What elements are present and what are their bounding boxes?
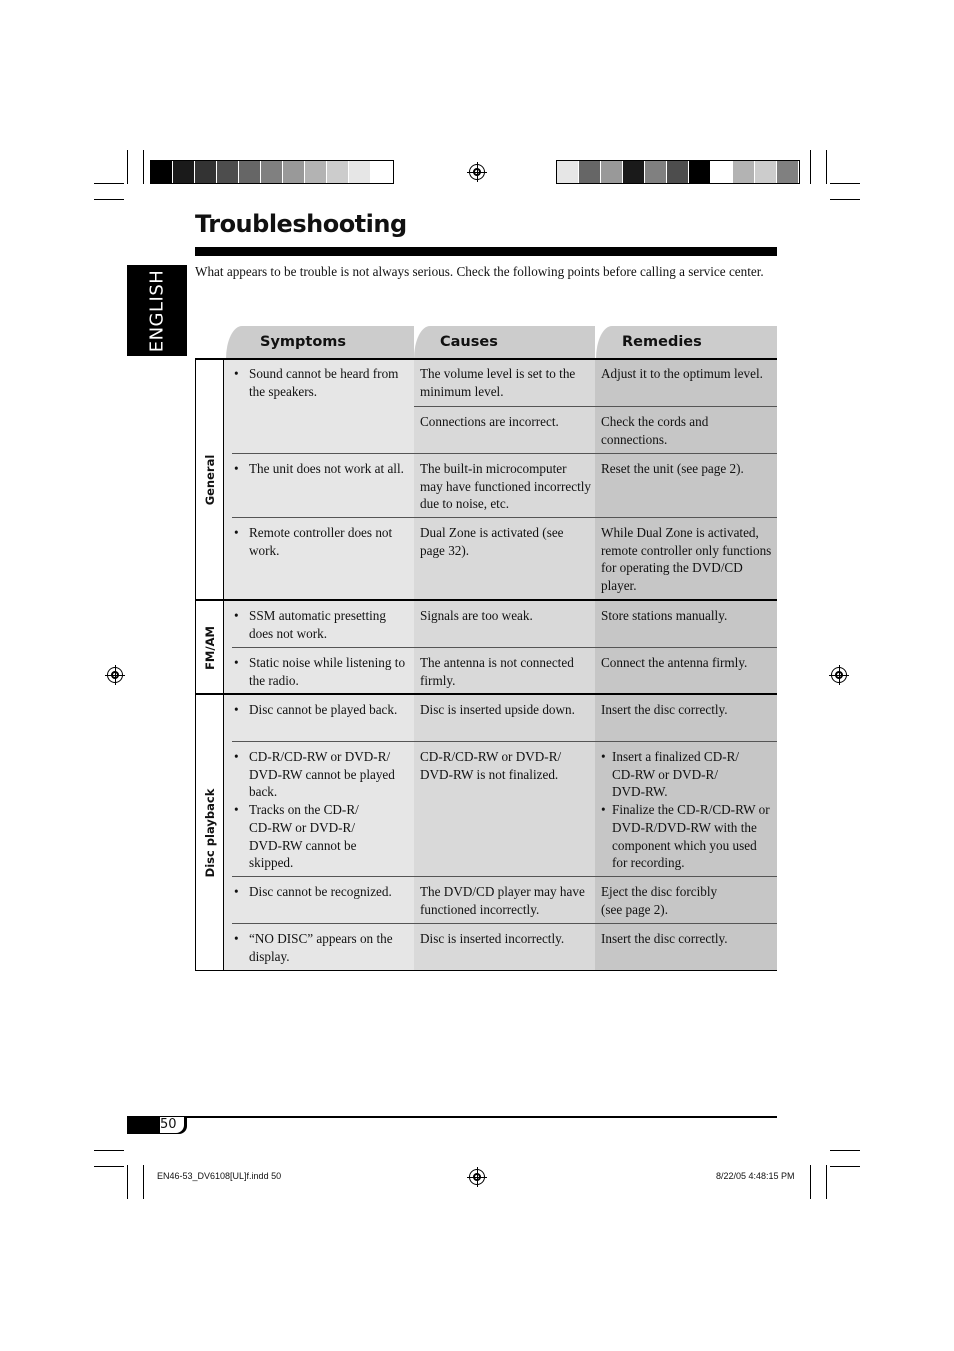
row-divider xyxy=(232,647,777,648)
cause-cell: Disc is inserted upside down. xyxy=(414,695,595,742)
crop-mark xyxy=(810,1165,811,1199)
remedy-text: Insert a finalized CD-R/ CD-RW or DVD-R/ DVD-RW. xyxy=(612,749,740,800)
table-row xyxy=(224,601,777,648)
symptom-cell: • The unit does not work at all. xyxy=(224,454,414,518)
registration-mark-icon xyxy=(107,667,123,683)
symptom-cell: • Remote controller does not work. xyxy=(224,518,414,601)
crop-mark xyxy=(810,150,811,184)
crop-mark xyxy=(127,1165,128,1199)
symptom-cell: • CD-R/CD-RW or DVD-R/ DVD-RW cannot be played back. • Tracks on the CD-R/ CD-RW or DVD-R/ DVD-RW cannot be skipped. xyxy=(224,742,414,877)
cause-cell: CD-R/CD-RW or DVD-R/ DVD-RW is not finalized. xyxy=(414,742,595,877)
footer-rule xyxy=(127,1116,777,1118)
crop-mark xyxy=(826,1165,827,1199)
symptom-text: “NO DISC” appears on the display. xyxy=(249,931,393,964)
crop-mark xyxy=(143,1165,144,1199)
cause-cell: Disc is inserted incorrectly. xyxy=(414,924,595,970)
remedy-cell: Reset the unit (see page 2). xyxy=(595,454,777,518)
symptom-cell: • SSM automatic presetting does not work. xyxy=(224,601,414,648)
page-number: 50 xyxy=(160,1117,184,1133)
category-label: FM/AM xyxy=(202,625,217,670)
language-label: ENGLISH xyxy=(146,269,168,352)
remedy-text: Finalize the CD-R/CD-RW or DVD-R/DVD-RW with the component which you used for recording. xyxy=(612,802,770,871)
table-row xyxy=(224,742,777,877)
crop-mark xyxy=(127,150,128,184)
header-causes: Causes xyxy=(414,326,595,359)
cause-cell: The antenna is not connected firmly. xyxy=(414,648,595,695)
header-symptoms: Symptoms xyxy=(226,326,414,359)
registration-mark-icon xyxy=(831,667,847,683)
row-divider xyxy=(232,453,777,454)
table-row xyxy=(224,359,777,407)
cause-text: Dual Zone is activated (see page 32). xyxy=(420,525,564,558)
crop-mark xyxy=(94,183,124,184)
category-label: Disc playback xyxy=(202,788,217,877)
symptom-cell: • Disc cannot be recognized. xyxy=(224,877,414,924)
category-fm-am xyxy=(195,600,224,695)
remedy-cell xyxy=(595,877,777,924)
symptom-text: CD-R/CD-RW or DVD-R/ DVD-RW cannot be played back. xyxy=(249,749,395,800)
symptom-text: Disc cannot be played back. xyxy=(249,702,398,717)
page-title: Troubleshooting xyxy=(195,210,407,238)
table-row xyxy=(224,648,777,695)
remedy-cell: Adjust it to the optimum level. xyxy=(595,359,777,407)
symptom-text: The unit does not work at all. xyxy=(249,461,404,476)
row-divider xyxy=(232,741,777,742)
remedy-cell: Connect the antenna firmly. xyxy=(595,648,777,695)
table-row xyxy=(224,695,777,742)
table-rule xyxy=(195,970,777,971)
header-remedies: Remedies xyxy=(596,326,777,359)
remedy-cell: While Dual Zone is activated, remote controller only functions for operating the DVD/CD player. xyxy=(595,518,777,601)
intro-text: What appears to be trouble is not always serious. Check the following points before calling a service center. xyxy=(195,264,764,279)
language-tab xyxy=(127,265,187,356)
crop-mark xyxy=(830,1150,860,1151)
crop-mark xyxy=(830,183,860,184)
symptom-cell: • Static noise while listening to the radio. xyxy=(224,648,414,695)
crop-mark xyxy=(94,199,124,200)
crop-mark xyxy=(143,150,144,184)
date-slug: 8/22/05 4:48:15 PM xyxy=(716,1171,795,1181)
symptom-text: Disc cannot be recognized. xyxy=(249,884,392,899)
row-divider xyxy=(232,923,777,924)
remedy-cell: Insert the disc correctly. xyxy=(595,924,777,970)
crop-mark xyxy=(830,199,860,200)
symptom-text: SSM automatic presetting does not work. xyxy=(249,608,386,641)
symptom-cell: • “NO DISC” appears on the display. xyxy=(224,924,414,970)
table-row xyxy=(224,407,777,454)
symptom-text: Remote controller does not work. xyxy=(249,525,393,558)
registration-mark-icon xyxy=(469,1169,485,1185)
crop-mark xyxy=(826,150,827,184)
color-bar-right xyxy=(556,160,800,184)
cause-cell: Signals are too weak. xyxy=(414,601,595,648)
remedy-cell: • Insert a finalized CD-R/ CD-RW or DVD-R/ DVD-RW. • Finalize the CD-R/CD-RW or DVD-R/DVD-RW with the component which you used for recording. xyxy=(595,742,777,877)
crop-mark xyxy=(94,1166,124,1167)
table-rule xyxy=(195,693,777,695)
crop-mark xyxy=(830,1166,860,1167)
row-divider xyxy=(232,876,777,877)
category-label: General xyxy=(202,454,217,506)
symptom-cell: • Disc cannot be played back. xyxy=(224,695,414,742)
symptom-cell: • Sound cannot be heard from the speakers. xyxy=(224,359,414,407)
cause-cell xyxy=(414,518,595,601)
remedy-cell: Store stations manually. xyxy=(595,601,777,648)
table-row xyxy=(224,454,777,518)
cause-cell: The volume level is set to the minimum level. xyxy=(414,359,595,407)
crop-mark xyxy=(94,1150,124,1151)
color-bar-left xyxy=(150,160,394,184)
table-row xyxy=(224,924,777,970)
symptom-text: Sound cannot be heard from the speakers. xyxy=(249,366,399,399)
cause-cell: The built-in microcomputer may have functioned incorrectly due to noise, etc. xyxy=(414,454,595,518)
registration-mark-icon xyxy=(469,164,485,180)
row-divider xyxy=(414,406,777,407)
category-disc-playback xyxy=(195,694,224,971)
table-rule xyxy=(195,599,777,601)
table-row xyxy=(224,877,777,924)
row-divider xyxy=(232,517,777,518)
cause-cell: The DVD/CD player may have functioned incorrectly. xyxy=(414,877,595,924)
symptom-text: Tracks on the CD-R/ CD-RW or DVD-R/ DVD-RW cannot be skipped. xyxy=(249,802,359,871)
remedy-cell: Check the cords and connections. xyxy=(595,407,777,454)
table-rule xyxy=(195,358,777,360)
symptom-cell xyxy=(224,407,414,454)
title-rule xyxy=(195,247,777,256)
category-general xyxy=(195,359,224,601)
remedy-text: Eject the disc forcibly (see page 2). xyxy=(601,884,718,917)
symptom-text: Static noise while listening to the radio. xyxy=(249,655,406,688)
table-row xyxy=(224,518,777,601)
remedy-cell: Insert the disc correctly. xyxy=(595,695,777,742)
file-slug: EN46-53_DV6108[UL]f.indd 50 xyxy=(157,1171,282,1181)
cause-cell: Connections are incorrect. xyxy=(414,407,595,454)
